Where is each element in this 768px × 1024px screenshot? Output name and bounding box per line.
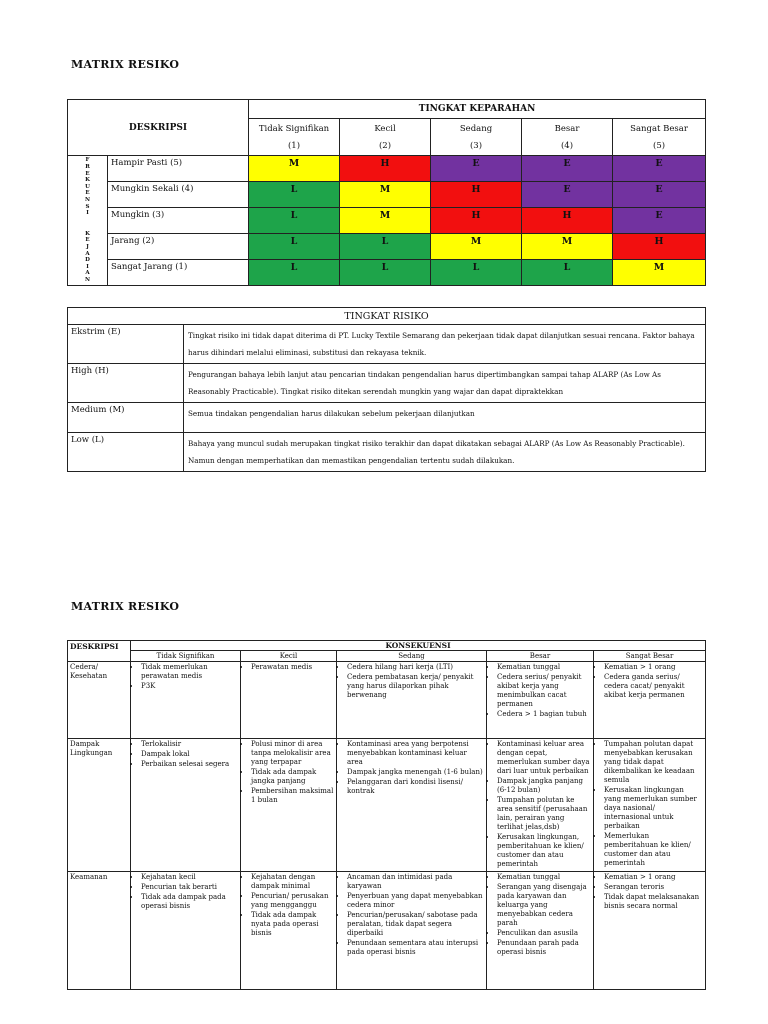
consequence-cell	[131, 739, 241, 872]
consequence-list	[243, 873, 334, 938]
consequence-item: • Ancaman dan intimidasi pada karyawan	[347, 873, 484, 891]
consequence-item: • Cedera ganda serius/ cedera cacat/ penyakit akibat kerja permanen	[604, 673, 703, 700]
consequence-item: • Penyerbuan yang dapat menyebabkan cedera minor	[347, 892, 484, 910]
consequence-item: • Cedera pembatasan kerja/ penyakit yang harus dilaporkan pihak berwenang	[347, 673, 484, 700]
consequence-item: • Terlokalisir	[141, 740, 238, 749]
risk-cell: M	[613, 260, 706, 286]
risk-matrix-table	[67, 99, 706, 286]
consequence-cell	[241, 739, 337, 872]
frequency-label: Sangat Jarang (1)	[108, 260, 249, 286]
severity-label: Kecil	[374, 124, 396, 134]
consequence-item: • Perbaikan selesai segera	[141, 760, 238, 769]
consequence-item: • Tumpahan polutan ke area sensitif (perusahaan lain, perairan yang terlihat jelas,dsb)	[497, 796, 591, 832]
risk-cell: M	[340, 208, 431, 234]
consequence-item: • Memerlukan pemberitahuan ke klien/ customer dan atau pemerintah	[604, 832, 703, 868]
consequence-item: • Polusi minor di area tanpa melokalisir area yang terpapar	[251, 740, 334, 767]
consequence-cell	[241, 872, 337, 990]
risk-cell: E	[613, 156, 706, 182]
risk-cell: M	[340, 182, 431, 208]
severity-number: (3)	[469, 141, 483, 151]
severity-header: TINGKAT KEPARAHAN	[249, 100, 706, 119]
consequence-list	[243, 663, 334, 672]
severity-number: (5)	[653, 141, 666, 151]
severity-column-4	[522, 119, 613, 156]
consequence-list	[596, 663, 703, 700]
consequence-item: • Tidak dapat melaksanakan bisnis secara normal	[604, 893, 703, 911]
consequence-cell	[594, 739, 706, 872]
consequence-cell	[337, 739, 487, 872]
consequence-item: • Dampak jangka menengah (1-6 bulan)	[347, 768, 484, 777]
risk-cell: L	[249, 208, 340, 234]
risk-cell: E	[522, 156, 613, 182]
risk-level-definition: Pengurangan bahaya lebih lanjut atau pencarian tindakan pengendalian harus dipertimbangkan sampai tahap ALARP (As Low As Reasonably Practicable). Tingkat risiko ditekan serendah mungkin yang wajar dan dapat dipraktekkan	[184, 364, 706, 403]
consequence-item: • Kerusakan lingkungan yang memerlukan sumber daya nasional/ internasional untuk perbaikan	[604, 786, 703, 831]
consequence-category: Dampak Lingkungan	[68, 739, 131, 872]
consequence-list	[339, 740, 484, 796]
consequence-list	[339, 873, 484, 957]
risk-cell: H	[613, 234, 706, 260]
consequence-cell	[337, 662, 487, 739]
risk-level-definition: Semua tindakan pengendalian harus dilakukan sebelum pekerjaan dilanjutkan	[184, 403, 706, 433]
consequence-column-2: Kecil	[241, 651, 337, 662]
consequence-item: • Pencurian tak berarti	[141, 883, 238, 892]
risk-cell: H	[340, 156, 431, 182]
descriptor-header: DESKRIPSI	[68, 100, 249, 156]
consequence-category: Cedera/ Kesehatan	[68, 662, 131, 739]
consequence-cell	[241, 662, 337, 739]
consequence-item: • Penundaan parah pada operasi bisnis	[497, 939, 591, 957]
severity-column-5	[613, 119, 706, 156]
consequence-item: • Serangan teroris	[604, 883, 703, 892]
consequence-item: • Cedera > 1 bagian tubuh	[497, 710, 591, 719]
consequence-cell	[487, 662, 594, 739]
consequence-item: • Dampak jangka panjang (6-12 bulan)	[497, 777, 591, 795]
consequence-list	[596, 740, 703, 868]
severity-number: (1)	[287, 141, 301, 151]
consequence-item: • Tidak ada dampak jangka panjang	[251, 768, 334, 786]
severity-column-3	[431, 119, 522, 156]
descriptor-header-2: DESKRIPSI	[68, 641, 131, 662]
consequence-item: • Tidak ada dampak pada operasi bisnis	[141, 893, 238, 911]
consequence-header: KONSEKUENSI	[131, 641, 706, 651]
consequence-item: • Kejahatan kecil	[141, 873, 238, 882]
risk-level-header: TINGKAT RISIKO	[68, 308, 706, 325]
consequence-cell	[131, 872, 241, 990]
risk-cell: L	[340, 260, 431, 286]
risk-cell: M	[431, 234, 522, 260]
consequence-item: • Kejahatan dengan dampak minimal	[251, 873, 334, 891]
consequence-list	[339, 663, 484, 700]
consequence-column-3: Sedang	[337, 651, 487, 662]
risk-cell: L	[340, 234, 431, 260]
consequence-item: • Kerusakan lingkungan, pemberitahuan ke klien/ customer dan atau pemerintah	[497, 833, 591, 869]
severity-label: Besar	[554, 124, 580, 134]
consequence-item: • Pencurian/perusakan/ sabotase pada peralatan, tidak dapat segera diperbaiki	[347, 911, 484, 938]
risk-level-name: Ekstrim (E)	[68, 325, 184, 364]
severity-number: (2)	[378, 141, 392, 151]
consequence-item: • Kematian tunggal	[497, 663, 591, 672]
consequence-item: • Tidak ada dampak nyata pada operasi bisnis	[251, 911, 334, 938]
risk-level-definition: Bahaya yang muncul sudah merupakan tingkat risiko terakhir dan dapat dikatakan sebagai ALARP (As Low As Reasonably Practicable). Namun dengan memperhatikan dan memastikan pengendalian tertentu sudah dilakukan.	[184, 433, 706, 472]
consequence-item: • Perawatan medis	[251, 663, 334, 672]
risk-level-name: Medium (M)	[68, 403, 184, 433]
consequence-list	[133, 663, 238, 691]
consequence-item: • Tidak memerlukan perawatan medis	[141, 663, 238, 681]
consequence-item: • Tumpahan polutan dapat menyebabkan kerusakan yang tidak dapat dikembalikan ke keadaan semula	[604, 740, 703, 785]
consequence-item: • Kematian > 1 orang	[604, 663, 703, 672]
consequence-item: • Pelanggaran dari kondisi lisensi/ kontrak	[347, 778, 484, 796]
risk-cell: H	[431, 182, 522, 208]
risk-level-definition: Tingkat risiko ini tidak dapat diterima di PT. Lucky Textile Semarang dan pekerjaan tidak dapat dilanjutkan sesuai rencana. Faktor bahaya harus dihindari melalui eliminasi, substitusi dan rekayasa teknik.	[184, 325, 706, 364]
severity-column-1	[249, 119, 340, 156]
risk-level-name: High (H)	[68, 364, 184, 403]
frequency-vertical-label: F R E K U E N S I K E J A D I A N	[68, 156, 108, 286]
risk-cell: L	[249, 182, 340, 208]
risk-cell: L	[249, 260, 340, 286]
severity-number: (4)	[560, 141, 574, 151]
severity-label: Sedang	[459, 124, 493, 134]
severity-column-2	[340, 119, 431, 156]
risk-cell: M	[522, 234, 613, 260]
matrix-title: MATRIX RESIKO	[71, 58, 180, 71]
consequence-list	[489, 663, 591, 719]
risk-cell: E	[522, 182, 613, 208]
consequence-item: • P3K	[141, 682, 238, 691]
consequence-list	[133, 873, 238, 911]
consequence-list	[596, 873, 703, 911]
risk-cell: E	[431, 156, 522, 182]
consequence-cell	[594, 662, 706, 739]
consequence-column-5: Sangat Besar	[594, 651, 706, 662]
consequence-cell	[487, 739, 594, 872]
risk-cell: L	[249, 234, 340, 260]
consequence-cell	[337, 872, 487, 990]
consequence-category: Keamanan	[68, 872, 131, 990]
consequence-item: • Penundaan sementara atau interupsi pada operasi bisnis	[347, 939, 484, 957]
consequence-item: • Kontaminasi area yang berpotensi menyebabkan kontaminasi keluar area	[347, 740, 484, 767]
consequence-item: • Penculikan dan asusila	[497, 929, 591, 938]
consequence-list	[133, 740, 238, 769]
matrix-title-2: MATRIX RESIKO	[71, 600, 180, 613]
frequency-label: Mungkin (3)	[108, 208, 249, 234]
consequence-cell	[594, 872, 706, 990]
risk-cell: M	[249, 156, 340, 182]
risk-cell: H	[522, 208, 613, 234]
risk-cell: L	[522, 260, 613, 286]
consequence-list	[489, 740, 591, 869]
consequence-item: • Dampak lokal	[141, 750, 238, 759]
consequence-item: • Serangan yang disengaja pada karyawan dan keluarga yang menyebabkan cedera parah	[497, 883, 591, 928]
consequence-cell	[487, 872, 594, 990]
severity-label: Tidak Signifikan	[258, 124, 330, 134]
risk-level-name: Low (L)	[68, 433, 184, 472]
risk-cell: E	[613, 208, 706, 234]
consequence-item: • Cedera serius/ penyakit akibat kerja yang menimbulkan cacat permanen	[497, 673, 591, 709]
consequence-cell	[131, 662, 241, 739]
consequence-table	[67, 640, 706, 990]
consequence-item: • Pencurian/ perusakan yang mengganggu	[251, 892, 334, 910]
risk-cell: H	[431, 208, 522, 234]
frequency-label: Jarang (2)	[108, 234, 249, 260]
risk-level-table	[67, 307, 706, 472]
consequence-list	[243, 740, 334, 805]
risk-cell: E	[613, 182, 706, 208]
severity-label: Sangat Besar	[630, 124, 688, 134]
consequence-item: • Pembersihan maksimal 1 bulan	[251, 787, 334, 805]
consequence-column-1: Tidak Signifikan	[131, 651, 241, 662]
consequence-column-4: Besar	[487, 651, 594, 662]
consequence-item: • Cedera hilang hari kerja (LTI)	[347, 663, 484, 672]
consequence-list	[489, 873, 591, 957]
consequence-item: • Kontaminasi keluar area dengan cepat, memerlukan sumber daya dari luar untuk perbaikan	[497, 740, 591, 776]
risk-cell: L	[431, 260, 522, 286]
frequency-label: Mungkin Sekali (4)	[108, 182, 249, 208]
frequency-label: Hampir Pasti (5)	[108, 156, 249, 182]
consequence-item: • Kematian > 1 orang	[604, 873, 703, 882]
consequence-item: • Kematian tunggal	[497, 873, 591, 882]
